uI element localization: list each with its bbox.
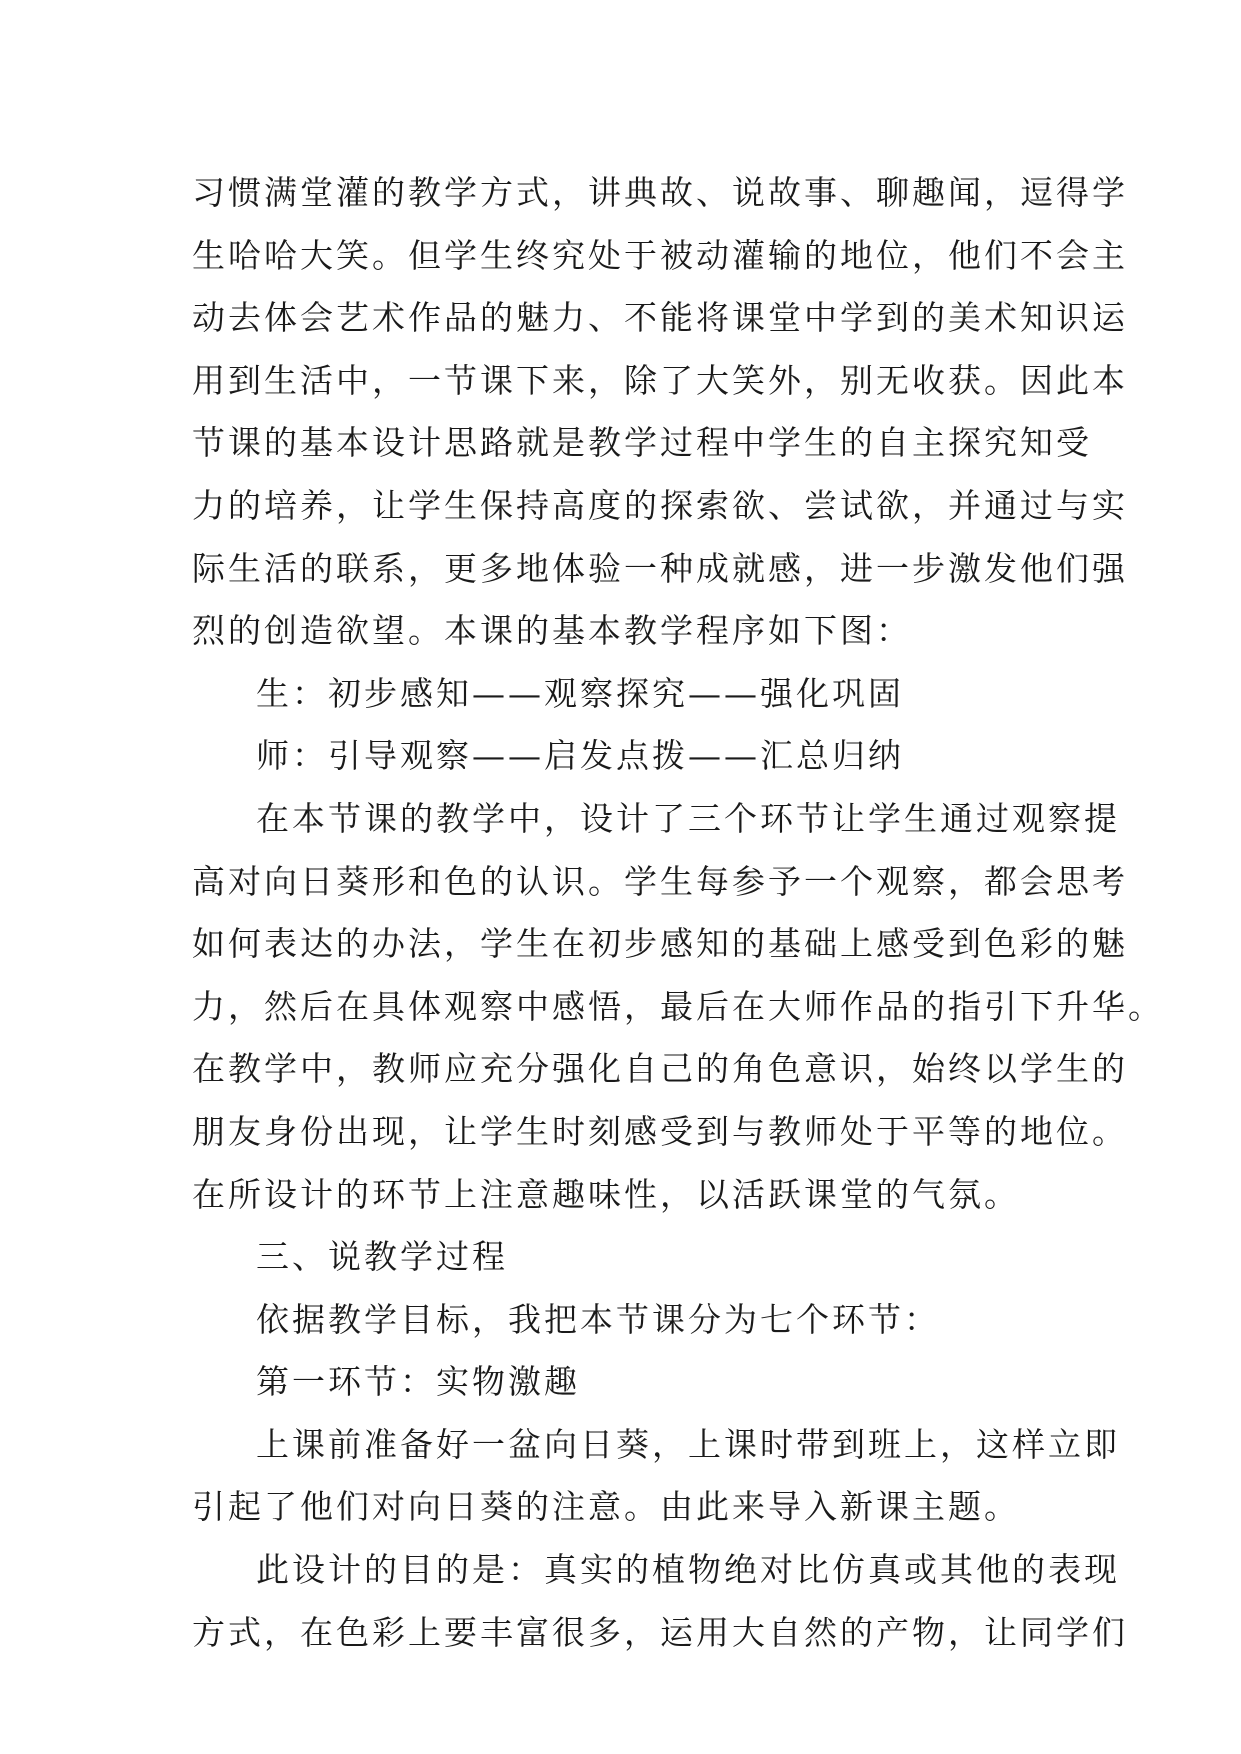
text-line: 在教学中，教师应充分强化自己的角色意识，始终以学生的 [192, 1049, 1128, 1089]
flow-student: 生：初步感知——观察探究——强化巩固 [256, 673, 904, 713]
text-line: 节课的基本设计思路就是教学过程中学生的自主探究知受 [192, 423, 1092, 463]
flow-teacher: 师：引导观察——启发点拨——汇总归纳 [256, 736, 904, 776]
paragraph-start: 此设计的目的是：真实的植物绝对比仿真或其他的表现 [256, 1550, 1120, 1590]
section-heading: 三、说教学过程 [256, 1237, 508, 1277]
text-line: 在所设计的环节上注意趣味性，以活跃课堂的气氛。 [192, 1174, 1020, 1214]
paragraph-start: 在本节课的教学中，设计了三个环节让学生通过观察提 [256, 798, 1120, 838]
paragraph-start: 上课前准备好一盆向日葵，上课时带到班上，这样立即 [256, 1424, 1120, 1464]
text-line: 烈的创造欲望。本课的基本教学程序如下图： [192, 611, 912, 651]
subsection-heading: 第一环节：实物激趣 [256, 1362, 580, 1402]
text-line: 习惯满堂灌的教学方式，讲典故、说故事、聊趣闻，逗得学 [192, 173, 1128, 212]
text-line: 高对向日葵形和色的认识。学生每参予一个观察，都会思考 [192, 861, 1128, 901]
text-line: 朋友身份出现，让学生时刻感受到与教师处于平等的地位。 [192, 1111, 1128, 1151]
text-line: 力的培养，让学生保持高度的探索欲、尝试欲，并通过与实 [192, 485, 1128, 525]
body-text [192, 162, 1164, 1664]
text-line: 引起了他们对向日葵的注意。由此来导入新课主题。 [192, 1487, 1020, 1527]
text-line: 动去体会艺术作品的魅力、不能将课堂中学到的美术知识运 [192, 298, 1128, 338]
paragraph-start: 依据教学目标，我把本节课分为七个环节： [256, 1299, 940, 1339]
text-line: 际生活的联系，更多地体验一种成就感，进一步激发他们强 [192, 548, 1128, 588]
text-line: 如何表达的办法，学生在初步感知的基础上感受到色彩的魅 [192, 924, 1128, 964]
text-line: 用到生活中，一节课下来，除了大笑外，别无收获。因此本 [192, 360, 1128, 400]
text-line: 方式，在色彩上要丰富很多，运用大自然的产物，让同学们 [192, 1612, 1128, 1652]
text-line: 生哈哈大笑。但学生终究处于被动灌输的地位，他们不会主 [192, 235, 1128, 275]
text-line: 力，然后在具体观察中感悟，最后在大师作品的指引下升华。 [192, 986, 1164, 1026]
